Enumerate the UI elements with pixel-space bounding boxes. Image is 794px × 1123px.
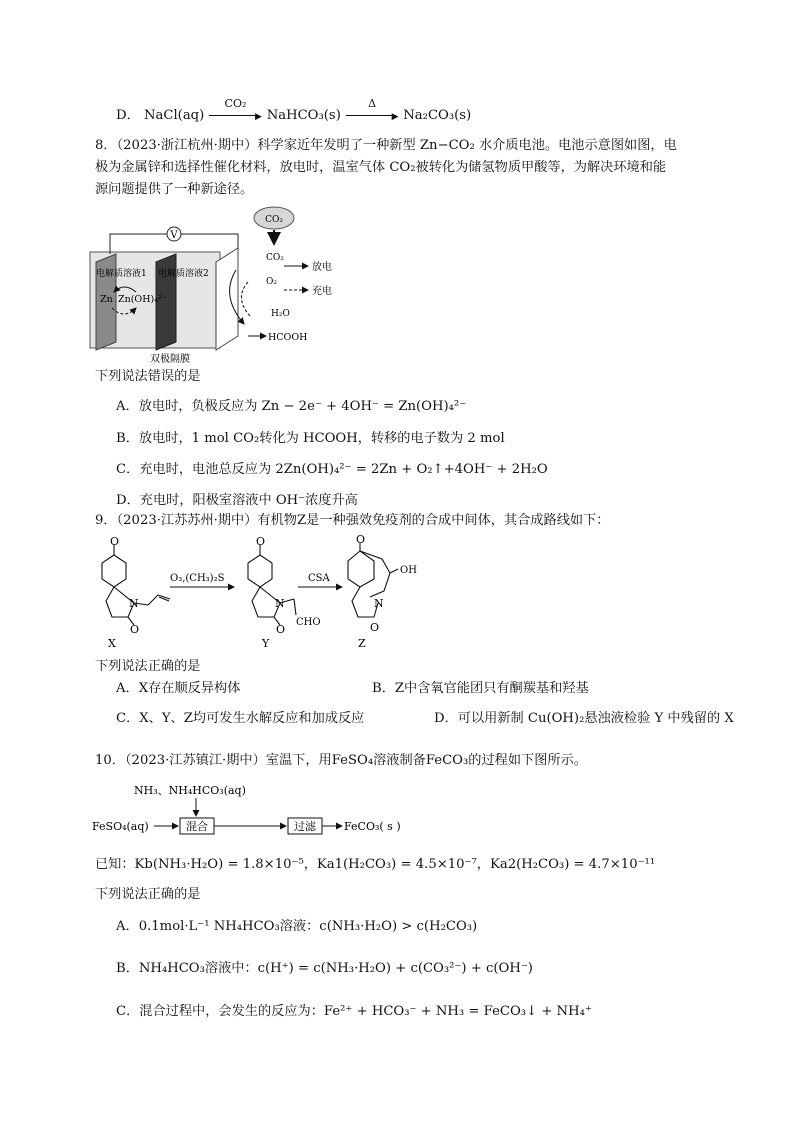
q7-product: Na₂CO₃(s) (403, 108, 472, 123)
q9-option-c: C．X、Y、Z均可发生水解反应和加成反应 (116, 711, 365, 726)
x-atom-n: N (129, 597, 139, 610)
molecule-z (348, 543, 398, 617)
q10-option-b: B．NH₄HCO₃溶液中：c(H⁺) = c(NH₃·H₂O) + c(CO₃²⁻) + c(OH⁻) (116, 961, 533, 976)
electrolyte2-label: 电解质溶液2 (158, 269, 209, 279)
flow-reagents: NH₃、NH₄HCO₃(aq) (134, 784, 246, 797)
q8-stem-line2: 极为金属锌和选择性催化材料，放电时，温室气体 CO₂被转化为储氢物质甲酸等，为解决环境和能 (95, 160, 667, 175)
y-aldehyde: CHO (296, 617, 321, 628)
q7-mid: NaHCO₃(s) (266, 108, 341, 123)
hcooh-label: HCOOH (268, 332, 308, 343)
q8-option-c: C．充电时，电池总反应为 2Zn(OH)₄²⁻ = 2Zn + O₂↑+4OH⁻ + 2H₂O (116, 462, 548, 477)
q10-option-c: C．混合过程中，会发生的反应为：Fe²⁺ + HCO₃⁻ + NH₃ = FeCO₃↓ + NH₄⁺ (116, 1004, 592, 1019)
o2-label: O₂ (266, 277, 277, 287)
q8-stem-line1: 8．（2023·浙江杭州·期中）科学家近年发明了一种新型 Zn−CO₂ 水介质电池。电池示意图如图，电 (95, 138, 677, 153)
voltmeter-label: V (170, 230, 178, 241)
q8-option-b: B．放电时，1 mol CO₂转化为 HCOOH，转移的电子数为 2 mol (116, 431, 505, 446)
catalyst-electrode (216, 248, 238, 350)
reagent-ozonolysis: O₃,(CH₃)₂S (170, 573, 225, 584)
q9-option-d: D．可以用新制 Cu(OH)₂悬浊液检验 Y 中残留的 X (434, 711, 734, 726)
mix-label: 混合 (186, 820, 208, 833)
q9-option-a: A．X存在顺反异构体 (116, 681, 241, 696)
q10-option-a: A．0.1mol·L⁻¹ NH₄HCO₃溶液：c(NH₃·H₂O) > c(H₂CO₃) (116, 919, 478, 934)
q10-stem-line1: 10．（2023·江苏镇江·期中）室温下，用FeSO₄溶液制备FeCO₃的过程如下图所示。 (95, 753, 587, 768)
z-lactam-o: O (370, 621, 380, 634)
membrane-label: 双极隔膜 (150, 354, 190, 364)
q8-question: 下列说法错误的是 (95, 369, 201, 384)
flow-product: FeCO₃( s ) (344, 820, 401, 833)
co2-label: CO₂ (266, 253, 284, 263)
q10-question: 下列说法正确的是 (95, 887, 201, 902)
battery-diagram (88, 204, 348, 364)
molecule-x (102, 545, 170, 625)
z-atom-n: N (374, 597, 384, 610)
x-ketone-o: O (110, 535, 120, 548)
q7-option-d-label: D． (116, 108, 140, 123)
flow-diagram (92, 782, 422, 838)
q8-stem-line3: 源问题提供了一种新途径。 (95, 182, 254, 197)
filter-label: 过滤 (294, 820, 316, 833)
y-atom-n: N (275, 597, 285, 610)
reagent-csa: CSA (308, 573, 330, 584)
q9-stem-line1: 9．（2023·江苏苏州·期中）有机物Z是一种强效免疫剂的合成中间体，其合成路线如下： (95, 513, 610, 528)
z-ketone-o: O (356, 533, 366, 546)
q7-option-d (116, 97, 472, 126)
q8-option-a: A．放电时，负极反应为 Zn − 2e⁻ + 4OH⁻ = Zn(OH)₄²⁻ (116, 399, 467, 414)
q9-question: 下列说法正确的是 (95, 659, 201, 674)
x-lactam-o: O (130, 623, 140, 636)
q9-option-b: B．Z中含氧官能团只有酮羰基和羟基 (372, 681, 589, 696)
q7-arrow-1: CO₂ ▶ (208, 107, 262, 126)
label-x: X (108, 637, 116, 650)
zn-label: Zn (100, 294, 113, 305)
molecule-y (248, 545, 296, 625)
z-hydroxyl: OH (400, 565, 417, 576)
q8-option-d: D．充电时，阳极室溶液中 OH⁻浓度升高 (116, 493, 358, 508)
label-z: Z (358, 637, 366, 650)
q7-arrow-2: Δ ▶ (345, 107, 399, 126)
q10-known-constants: 已知：Kb(NH₃·H₂O) = 1.8×10⁻⁵，Ka1(H₂CO₃) = 4.5×10⁻⁷，Ka2(H₂CO₃) = 4.7×10⁻¹¹ (95, 857, 656, 872)
q7-arrow-1-label: CO₂ (224, 97, 247, 110)
y-ketone-o: O (256, 535, 266, 548)
h2o-label: H₂O (271, 309, 290, 319)
zn-oh-label: Zn(OH)₄²⁻ (118, 294, 167, 305)
flow-start: FeSO₄(aq) (92, 820, 149, 833)
electrolyte1-label: 电解质溶液1 (96, 269, 147, 279)
y-lactam-o: O (276, 623, 286, 636)
q7-arrow-2-label: Δ (368, 97, 377, 110)
cloud-label: CO₂ (265, 215, 283, 225)
charge-legend: 充电 (312, 286, 332, 297)
synthesis-route (98, 533, 428, 653)
label-y: Y (262, 637, 270, 650)
discharge-legend: 放电 (312, 262, 332, 273)
q7-reactant: NaCl(aq) (143, 108, 205, 123)
